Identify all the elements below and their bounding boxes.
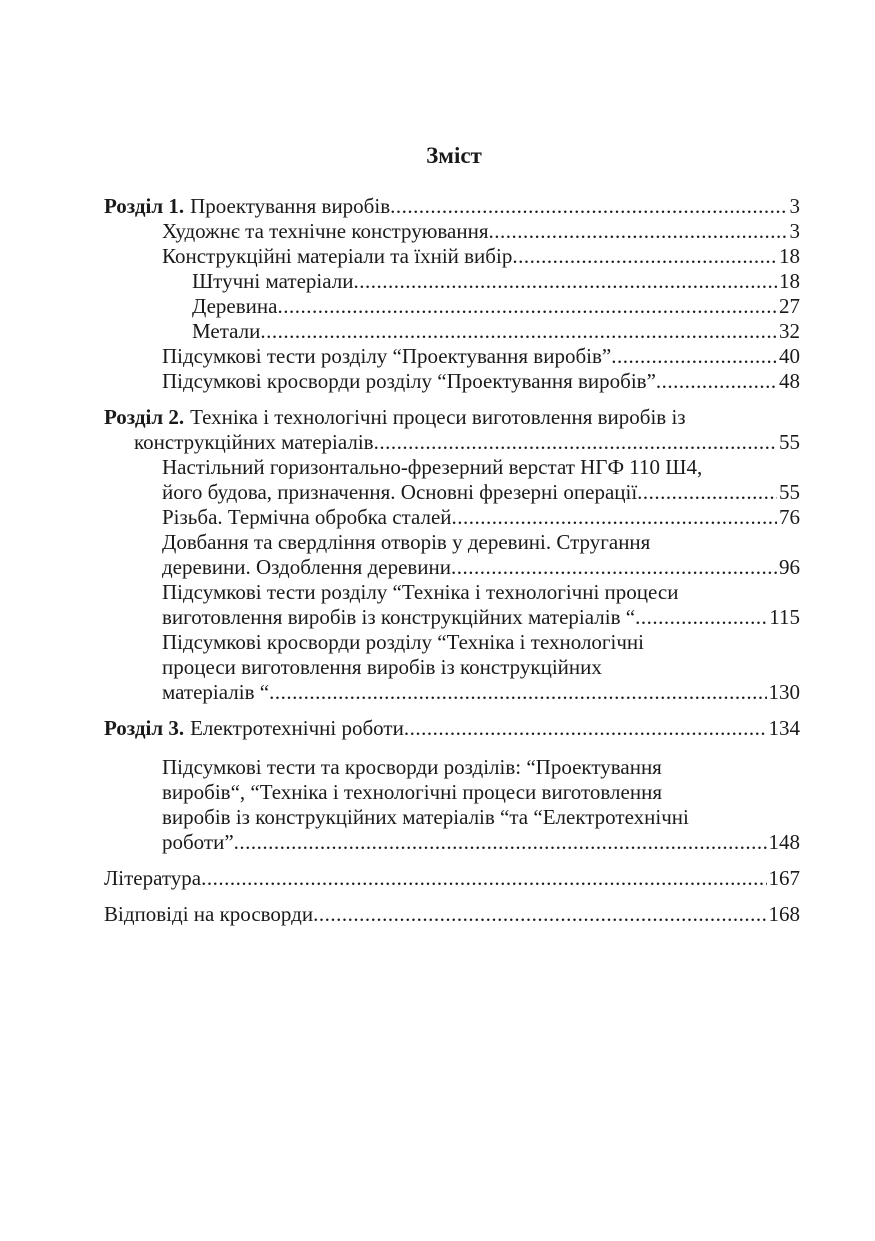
toc-item: Довбання та свердління отворів у деревині. Стругання деревини. Оздоблення деревини ..... 96	[104, 530, 800, 580]
toc-subitem: Штучні матеріали ..... 18	[104, 269, 800, 294]
toc-item: Підсумкові тести та кросворди розділів: “Проектування виробів“, “Техніка і технологічні процеси виготовлення виробів із конструкційних матеріалів “та “Електротехнічні роботи” ..... 148	[104, 755, 800, 855]
dot-leader	[390, 194, 787, 219]
page-number: 167	[768, 866, 800, 890]
section-title: Техніка і технологічні процеси виготовлення виробів із	[190, 405, 686, 429]
page-title: Зміст	[426, 143, 482, 168]
toc-item: Різьба. Термічна обробка сталей ..... 76	[104, 505, 800, 530]
table-of-contents	[104, 194, 800, 927]
page-number: 40	[779, 344, 800, 368]
toc-item: Підсумкові тести розділу “Техніка і технологічні процеси виготовлення виробів із конструкційних матеріалів “ ..... 115	[104, 580, 800, 630]
toc-answers: Відповіді на кросворди ..... 168	[104, 902, 800, 927]
toc-section-2	[104, 405, 800, 455]
section-title-cont: конструкційних матеріалів	[134, 430, 374, 454]
toc-item: Підсумкові кросворди розділу “Техніка і технологічні процеси виготовлення виробів із конструкційних матеріалів “ ..... 130	[104, 630, 800, 705]
section-label: Розділ 3.	[104, 716, 185, 740]
page-number: 3	[789, 194, 800, 218]
page-number: 27	[779, 294, 800, 318]
toc-item: Настільний горизонтально-фрезерний верстат НГФ 110 Ш4, його будова, призначення. Основні фрезерні операції ..... 55	[104, 455, 800, 505]
toc-item: Підсумкові тести розділу “Проектування виробів” ..... 40	[104, 344, 800, 369]
page-number: 168	[768, 902, 800, 926]
page-number: 3	[789, 219, 800, 243]
toc-section-3	[104, 716, 800, 741]
page-number: 134	[768, 716, 800, 740]
section-label: Розділ 1.	[104, 194, 185, 218]
toc-literature: Література ..... 167	[104, 866, 800, 891]
toc-subitem: Деревина ..... 27	[104, 294, 800, 319]
toc-subitem: Метали ..... 32	[104, 319, 800, 344]
page-number: 76	[779, 505, 800, 529]
page-number: 96	[779, 555, 800, 579]
page-number: 55	[779, 430, 800, 454]
section-title: Проектування виробів	[190, 194, 391, 218]
section-label: Розділ 2.	[104, 405, 185, 429]
page-number: 18	[779, 244, 800, 268]
page-number: 55	[779, 480, 800, 504]
toc-item: Підсумкові кросворди розділу “Проектування виробів” ..... 48	[104, 369, 800, 394]
toc-section-1	[104, 194, 800, 219]
page-number: 18	[779, 269, 800, 293]
section-title: Електротехнічні роботи	[190, 716, 404, 740]
toc-item: Конструкційні матеріали та їхній вибір ..... 18	[104, 244, 800, 269]
page-number: 32	[779, 319, 800, 343]
page-number: 130	[768, 680, 800, 704]
page-number: 115	[769, 605, 800, 629]
toc-item: Художнє та технічне конструювання ..... 3	[104, 219, 800, 244]
page-number: 148	[768, 830, 800, 854]
page-number: 48	[779, 369, 800, 393]
